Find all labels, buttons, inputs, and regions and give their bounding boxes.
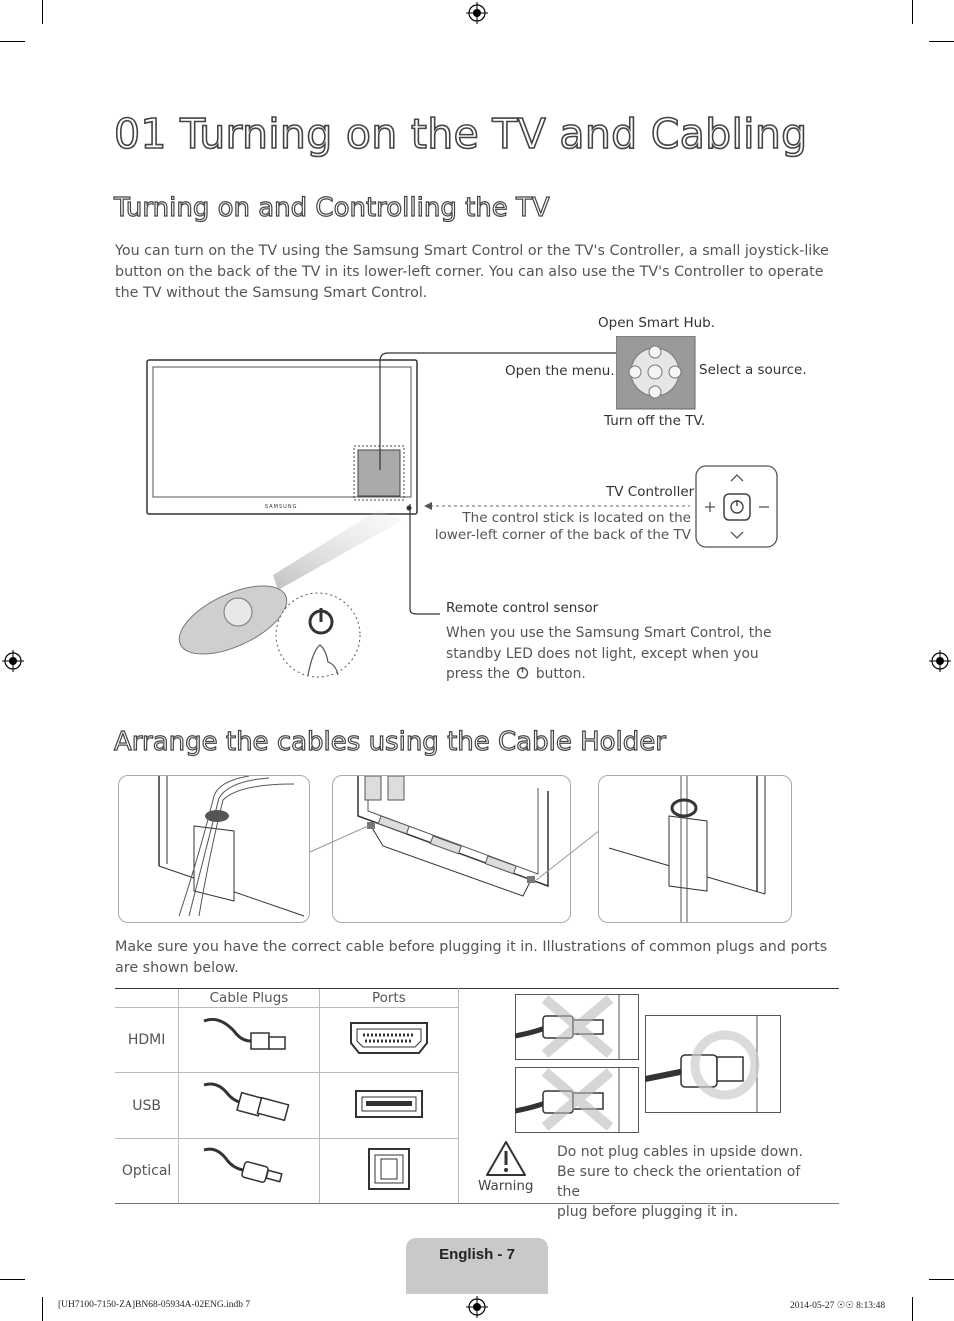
registration-mark-top xyxy=(466,2,488,24)
label-open-menu: Open the menu. xyxy=(505,363,615,379)
optical-plug-icon xyxy=(179,1139,320,1203)
warning-icon xyxy=(485,1140,527,1178)
cable-paragraph: Make sure you have the correct cable before plugging it in. Illustrations of common plugs and ports are shown below. xyxy=(115,939,828,976)
tv-controller-desc-line2: lower-left corner of the back of the TV xyxy=(434,527,691,543)
section-heading-cable-holder: Arrange the cables using the Cable Holder xyxy=(114,727,666,757)
wrong-orientation-1 xyxy=(515,994,639,1060)
warning-label: Warning xyxy=(478,1178,534,1194)
remote-sensor-title: Remote control sensor xyxy=(446,600,599,616)
smart-control-joystick-icon xyxy=(616,336,696,410)
row-label-hdmi: HDMI xyxy=(115,1008,179,1073)
cable-holder-illustration-3 xyxy=(598,775,792,923)
file-info: [UH7100-7150-ZA]BN68-05934A-02ENG.indb 7 xyxy=(58,1300,251,1310)
usb-port-icon xyxy=(319,1073,458,1139)
hdmi-plug-icon xyxy=(179,1008,320,1073)
table-row xyxy=(115,1073,458,1139)
row-label-usb: USB xyxy=(115,1073,179,1139)
callout-lines xyxy=(300,790,610,880)
page-title: 01 Turning on the TV and Cabling xyxy=(114,110,808,158)
optical-port-icon xyxy=(319,1139,458,1203)
row-label-optical: Optical xyxy=(115,1139,179,1203)
header-ports: Ports xyxy=(371,990,406,1006)
remote-sensor-description xyxy=(446,623,786,685)
tv-brand-logo: SAMSUNG xyxy=(265,504,298,510)
remote-sensor-line2: standby LED does not light, except when you xyxy=(446,645,759,662)
usb-plug-icon xyxy=(179,1073,320,1139)
cable-table xyxy=(115,989,458,1203)
remote-illustration xyxy=(178,490,408,680)
registration-mark-bottom xyxy=(466,1296,488,1318)
label-open-smart-hub: Open Smart Hub. xyxy=(598,315,716,331)
date-info: 2014-05-27 ☉☉ 8:13:48 xyxy=(790,1301,886,1311)
power-icon xyxy=(516,666,529,679)
tv-controller-description xyxy=(420,510,691,544)
wrong-orientation-2 xyxy=(515,1067,639,1133)
warning-line1: Do not plug cables in upside down. xyxy=(557,1144,803,1160)
label-select-source: Select a source. xyxy=(699,362,807,378)
header-cable-plugs: Cable Plugs xyxy=(179,989,320,1008)
tv-controller-title: TV Controller xyxy=(606,484,695,500)
tv-controller-icon xyxy=(695,465,779,549)
cable-table-header xyxy=(115,989,458,1008)
intro-paragraph: You can turn on the TV using the Samsung Smart Control or the TV's Controller, a small joystick-like button on the back of the TV in its lower-left corner. You can also use the TV's Controller to operate the TV without the Samsung Smart Control. xyxy=(115,243,829,301)
registration-mark-left xyxy=(2,650,24,672)
remote-sensor-line3: press the button. xyxy=(446,666,586,682)
correct-orientation xyxy=(645,1015,781,1113)
warning-line3: plug before plugging it in. xyxy=(557,1204,739,1220)
warning-text xyxy=(557,1142,827,1222)
table-row xyxy=(115,1008,458,1073)
tv-controller-desc-line1: The control stick is located on the xyxy=(462,510,691,526)
hdmi-port-icon xyxy=(319,1008,458,1073)
table-row xyxy=(115,1139,458,1203)
page-number: English - 7 xyxy=(439,1246,515,1263)
registration-mark-right xyxy=(929,650,951,672)
section-heading-controlling-tv: Turning on and Controlling the TV xyxy=(114,193,550,223)
warning-line2: Be sure to check the orientation of the xyxy=(557,1164,801,1200)
cable-holder-illustration-1 xyxy=(118,775,310,923)
remote-sensor-line1: When you use the Samsung Smart Control, the xyxy=(446,625,772,641)
label-turn-off: Turn off the TV. xyxy=(604,413,706,429)
